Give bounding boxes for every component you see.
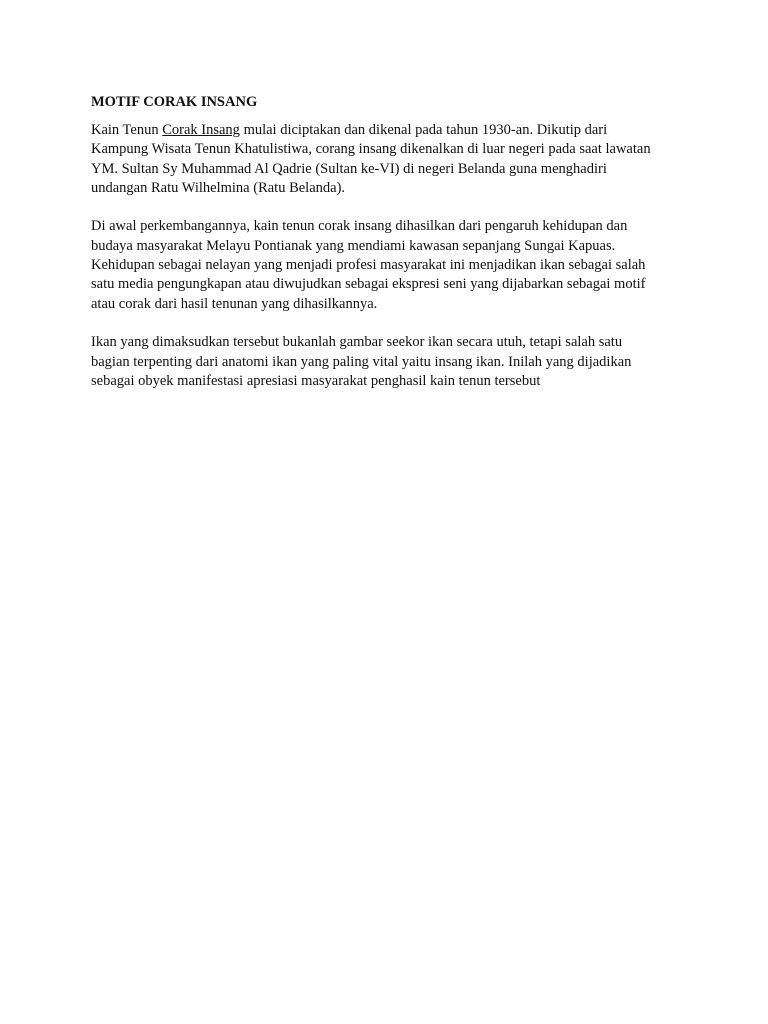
document-title: MOTIF CORAK INSANG bbox=[91, 94, 258, 110]
corak-insang-link[interactable]: Corak Insang bbox=[162, 122, 240, 138]
paragraph-origin bbox=[91, 217, 691, 313]
paragraph-line: YM. Sultan Sy Muhammad Al Qadrie (Sultan ke-VI) di negeri Belanda guna menghadiri bbox=[91, 160, 607, 177]
paragraph-line: satu media pengungkapan atau diwujudkan sebagai ekspresi seni yang dijabarkan sebagai motif bbox=[91, 276, 646, 293]
paragraph-meaning bbox=[91, 333, 691, 391]
paragraph-line bbox=[91, 121, 691, 140]
paragraph-line: Di awal perkembangannya, kain tenun corak insang dihasilkan dari pengaruh kehidupan dan bbox=[91, 218, 628, 235]
paragraph-line: budaya masyarakat Melayu Pontianak yang mendiami kawasan sepanjang Sungai Kapuas. bbox=[91, 237, 616, 254]
paragraph-line: Kampung Wisata Tenun Khatulistiwa, corang insang dikenalkan di luar negeri pada saat lawatan bbox=[91, 141, 651, 158]
text-run: mulai diciptakan dan dikenal pada tahun 1930-an. Dikutip dari bbox=[239, 122, 608, 138]
paragraph-history bbox=[91, 121, 691, 198]
paragraph-line: atau corak dari hasil tenunan yang dihasilkannya. bbox=[91, 295, 378, 312]
paragraph-line: sebagai obyek manifestasi apresiasi masyarakat penghasil kain tenun tersebut bbox=[91, 372, 541, 389]
paragraph-line: Ikan yang dimaksudkan tersebut bukanlah gambar seekor ikan secara utuh, tetapi salah satu bbox=[91, 334, 623, 351]
paragraph-line: undangan Ratu Wilhelmina (Ratu Belanda). bbox=[91, 179, 346, 196]
document-body bbox=[91, 93, 691, 410]
text-run: Kain Tenun bbox=[91, 122, 163, 138]
paragraph-line: bagian terpenting dari anatomi ikan yang paling vital yaitu insang ikan. Inilah yang dijadikan bbox=[91, 353, 632, 370]
paragraph-line: Kehidupan sebagai nelayan yang menjadi profesi masyarakat ini menjadikan ikan sebagai salah bbox=[91, 257, 646, 274]
